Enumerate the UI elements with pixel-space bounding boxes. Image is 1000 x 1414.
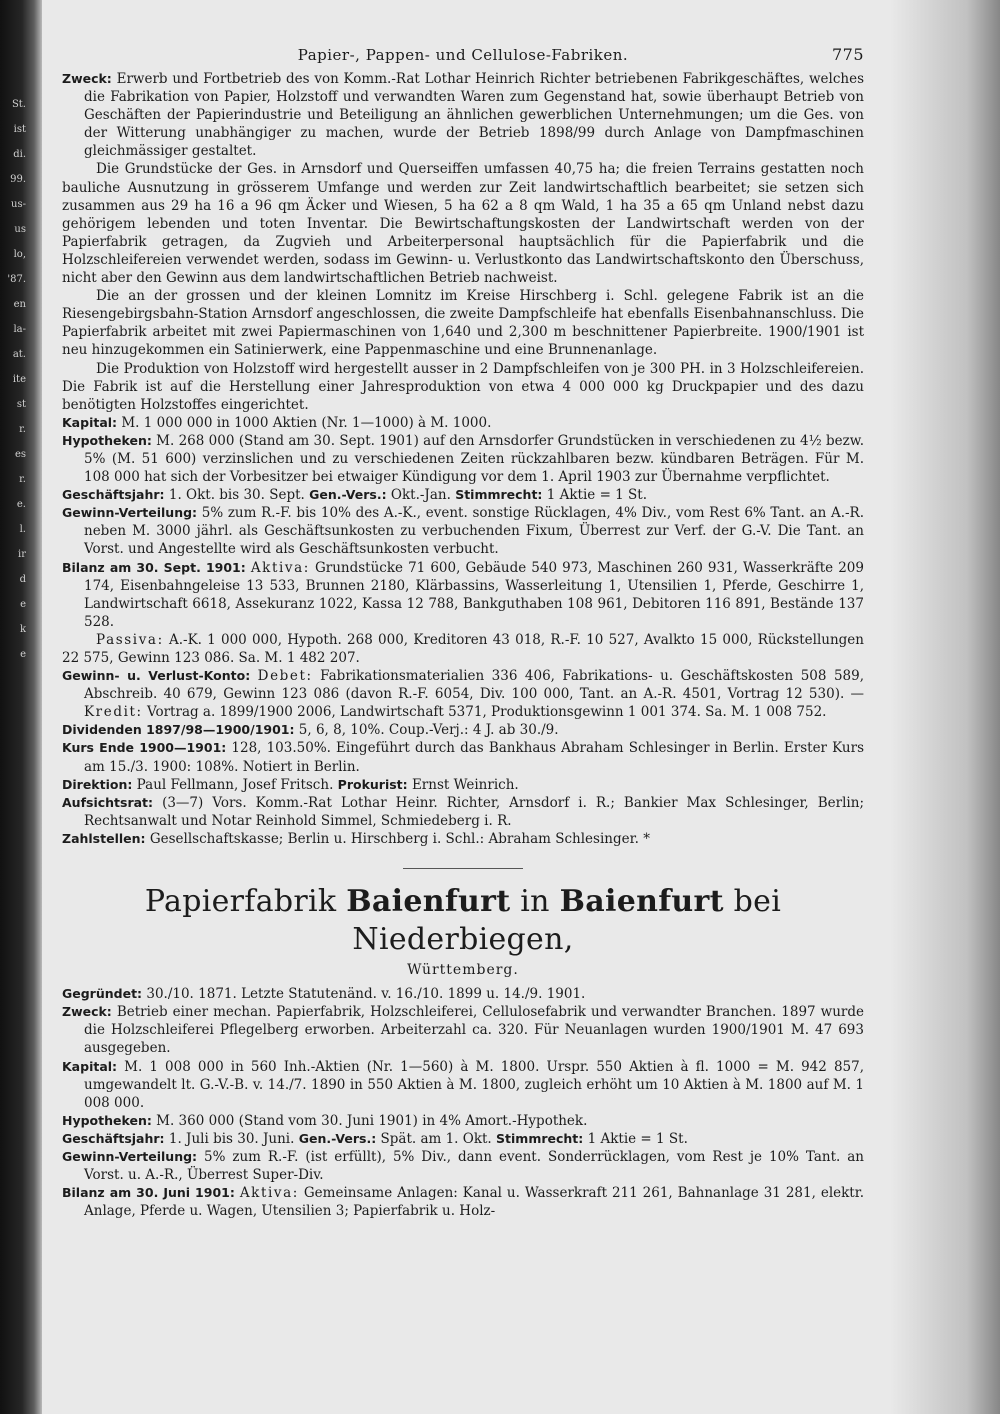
page-edge-shadow xyxy=(890,0,1000,1414)
gegruendet-label: Gegründet: xyxy=(62,986,143,1002)
fragment: us- xyxy=(11,199,26,210)
hypotheken-label: Hypotheken: xyxy=(62,1112,152,1128)
geschaeftsjahr-text: 1. Okt. bis 30. Sept. xyxy=(168,487,305,504)
stimmrecht-text: 1 Aktie = 1 St. xyxy=(546,487,648,504)
fragment: en xyxy=(13,299,26,310)
fragment: es xyxy=(14,449,26,460)
zweck-entry xyxy=(62,1003,864,1057)
genvers-label: Gen.-Vers.: xyxy=(298,1130,377,1146)
kapital-entry xyxy=(62,1058,864,1112)
hypotheken-entry xyxy=(62,1112,864,1130)
fragment: 99. xyxy=(10,174,26,185)
aktiva-label: Aktiva: xyxy=(250,559,310,576)
gewinnverteilung-label: Gewinn-Verteilung: xyxy=(62,1148,198,1164)
footnote-mark: * xyxy=(643,830,650,847)
fragment: st xyxy=(16,399,26,410)
heading-mid: in xyxy=(510,884,560,920)
gewinnverteilung-text: 5% zum R.-F. bis 10% des A.-K., event. sonstige Rücklagen, 4% Div., vom Rest 6% Tant. an A.-R. neben M. 3000 jährl. als Geschäftsunkosten zu verbuchenden Fixum, Überrest zur Verf. der G.-V. Die Tant. an Vorst. und Angestellte wird als Geschäftsunkosten verbucht. xyxy=(84,505,864,558)
guv-label: Gewinn- u. Verlust-Konto: xyxy=(62,668,251,684)
zahlstellen-label: Zahlstellen: xyxy=(62,830,146,846)
gewinnverteilung-text: 5% zum R.-F. (ist erfüllt), 5% Div., dann event. Sonderrücklagen, vom Rest je 10% Tant. an Vorst. u. A.-R., Überrest Super-Div. xyxy=(84,1148,864,1184)
page-content xyxy=(62,40,864,1220)
hypotheken-text: M. 268 000 (Stand am 30. Sept. 1901) auf den Arnsdorfer Grundstücken in verschiedenen zu 4½ bezw. 5% (M. 51 600) verzinslichen und zu verschiedenen Zeiten rückzahlbaren bezw. kündbaren Beträgen. Für M. 108 000 hat sich der Vorbesitzer bei etwaiger Kündigung vor dem 1. April 1903 zur Übernahme verpflichtet. xyxy=(84,432,864,486)
kapital-text: M. 1 000 000 in 1000 Aktien (Nr. 1—1000) à M. 1000. xyxy=(121,414,492,431)
zweck-label: Zweck: xyxy=(62,71,112,86)
section-divider xyxy=(403,868,523,869)
aufsichtsrat-entry xyxy=(62,794,864,830)
fragment: e xyxy=(20,649,26,660)
aufsichtsrat-text: (3—7) Vors. Komm.-Rat Lothar Heinr. Richter, Arnsdorf i. R.; Bankier Max Schlesinger, Berlin; Rechtsanwalt und Notar Reinhold Simmel, Schmiedeberg i. R. xyxy=(84,794,864,829)
aktiva-text: Gemeinsame Anlagen: Kanal u. Wasserkraft 211 261, Bahnanlage 31 281, elektr. Anlage, Pferde u. Wagen, Utensilien 3; Papierfabrik u. Holz- xyxy=(84,1185,864,1220)
geschaeftsjahr-label: Geschäftsjahr: xyxy=(62,487,165,503)
kredit-label: Kredit: xyxy=(84,704,143,721)
running-head xyxy=(62,40,864,70)
heading-pre: Papierfabrik xyxy=(144,884,347,920)
fragment: us xyxy=(14,224,26,235)
gegruendet-text: 30./10. 1871. Letzte Statutenänd. v. 16./10. 1899 u. 14./9. 1901. xyxy=(146,986,586,1003)
fragment: St. xyxy=(11,99,26,110)
hypotheken-entry xyxy=(62,432,864,486)
fragment: ite xyxy=(12,374,26,385)
company-entry-1 xyxy=(62,70,864,848)
fragment: k xyxy=(19,624,26,635)
prokurist-text: Ernst Weinrich. xyxy=(411,776,519,793)
kurs-label: Kurs Ende 1900—1901: xyxy=(62,740,227,756)
fragment: r. xyxy=(19,424,26,435)
zweck-text: Betrieb einer mechan. Papierfabrik, Holzschleiferei, Cellulosefabrik und verwandter Branchen. 1897 wurde die Holzschleiferei Pflegelberg erworben. Arbeiterzahl ca. 320. Für Neuanlagen wurden 1900/1901 M. 47 693 ausgegeben. xyxy=(84,1004,864,1057)
gewinnverteilung-label: Gewinn-Verteilung: xyxy=(62,505,198,521)
kurs-entry xyxy=(62,739,864,775)
geschaeftsjahr-label: Geschäftsjahr: xyxy=(62,1130,165,1146)
bilanz-label: Bilanz am 30. Sept. 1901: xyxy=(62,559,246,575)
company-heading xyxy=(62,883,864,959)
geschaeftsjahr-text: 1. Juli bis 30. Juni. xyxy=(168,1130,295,1147)
paragraph: Die Produktion von Holzstoff wird hergestellt ausser in 2 Dampfschleifen von je 300 PH. in 3 Holzschleifereien. Die Fabrik ist auf die Herstellung einer Jahresproduktion von etwa 4 000 000 kg Druckpapier und des dazu benötigten Holzstoffes eingerichtet. xyxy=(62,360,864,413)
debet-label: Debet: xyxy=(257,668,313,685)
heading-name-2: Baienfurt xyxy=(559,884,724,920)
fragment: di. xyxy=(13,149,26,160)
geschaeftsjahr-entry xyxy=(62,1130,864,1148)
bilanz-label: Bilanz am 30. Juni 1901: xyxy=(62,1185,235,1201)
kapital-text: M. 1 008 000 in 560 Inh.-Aktien (Nr. 1—560) à M. 1800. Urspr. 550 Aktien à fl. 1000 = M. 942 857, umgewandelt lt. G.-V.-B. v. 14./7. 1890 in 550 Aktien à M. 1800, zugleich erhöht um 10 Aktien à M. 1800 auf M. 1 008 000. xyxy=(84,1058,864,1111)
passiva-label: Passiva: xyxy=(96,631,164,648)
previous-page-fragments xyxy=(0,95,26,670)
paragraph: Die an der grossen und der kleinen Lomnitz im Kreise Hirschberg i. Schl. gelegene Fabrik ist an die Riesengebirgsbahn-Station Arnsdorf angeschlossen, die zweite Dampfschleife hat ebenfalls Eisenbahnanschluss. Die Papierfabrik arbeitet mit zwei Papiermaschinen von 1,640 und 2,300 m beschnittener Papierbreite. 1900/1901 ist neu hinzugekommen ein Satinierwerk, eine Pappenmaschine und eine Brunnenanlage. xyxy=(62,288,864,359)
bilanz-entry xyxy=(62,559,864,631)
fragment: lo, xyxy=(13,249,26,260)
dividenden-entry xyxy=(62,721,864,739)
genvers-text: Spät. am 1. Okt. xyxy=(380,1130,492,1147)
aktiva-label: Aktiva: xyxy=(239,1185,299,1202)
direktion-entry xyxy=(62,776,864,794)
fragment: l. xyxy=(19,524,26,535)
gegruendet-entry xyxy=(62,985,864,1003)
kapital-entry xyxy=(62,414,864,432)
kredit-text: Vortrag a. 1899/1900 2006, Landwirtschaft 5371, Produktionsgewinn 1 001 374. Sa. M. 1 008 752. xyxy=(146,704,827,721)
passiva-text: A.-K. 1 000 000, Hypoth. 268 000, Kreditoren 43 018, R.-F. 10 527, Avalkto 15 000, Rückstellungen 22 575, Gewinn 123 086. Sa. M. 1 482 207. xyxy=(62,631,864,666)
hypotheken-text: M. 360 000 (Stand vom 30. Juni 1901) in 4% Amort.-Hypothek. xyxy=(156,1112,588,1129)
heading-name-1: Baienfurt xyxy=(346,884,511,920)
gewinnverteilung-entry xyxy=(62,504,864,558)
stimmrecht-label: Stimmrecht: xyxy=(496,1130,584,1146)
kapital-label: Kapital: xyxy=(62,1058,118,1074)
fragment: '87. xyxy=(7,274,26,285)
passiva-entry xyxy=(62,631,864,667)
running-head-title: Papier-, Pappen- und Cellulose-Fabriken. xyxy=(297,46,629,64)
prokurist-label: Prokurist: xyxy=(337,776,408,792)
debet-text: Fabrikationsmaterialien 336 406, Fabrikations- u. Geschäftskosten 508 589, Abschreib. 40 679, Gewinn 123 086 (davon R.-F. 6054, Div. 100 000, Tant. an A.-R. 4501, Vortrag 12 530). — xyxy=(84,668,865,703)
fragment: ir xyxy=(18,549,26,560)
direktion-label: Direktion: xyxy=(62,776,133,792)
dividenden-label: Dividenden 1897/98—1900/1901: xyxy=(62,722,295,738)
fragment: ist xyxy=(13,124,26,135)
company-entry-2 xyxy=(62,883,864,1220)
stimmrecht-label: Stimmrecht: xyxy=(455,487,543,503)
direktion-text: Paul Fellmann, Josef Fritsch. xyxy=(136,776,334,793)
genvers-label: Gen.-Vers.: xyxy=(309,487,387,503)
heading-post: bei Niederbiegen, xyxy=(352,884,782,958)
zweck-label: Zweck: xyxy=(62,1004,112,1020)
fragment: d xyxy=(19,574,26,585)
paragraph: Die Grundstücke der Ges. in Arnsdorf und Querseiffen umfassen 40,75 ha; die freien Terrains gestatten noch bauliche Ausnutzung in grösserem Umfange und werden zur Zeit landwirtschaftlich bearbeitet; sie setzen sich zusammen aus 29 ha 16 a 96 qm Äcker und Wiesen, 5 ha 62 a 8 qm Wald, 1 ha 35 a 65 qm Unland nebst dazu gehörigem lebenden und toten Inventar. Die Bewirtschaftungskosten der Landwirtschaft werden von der Papierfabrik getragen, da Zugvieh und Arbeiterpersonal hauptsächlich für die Papierfabrik und die Holzschleifereien verwendet werden, sodass im Gewinn- u. Verlustkonto das Landwirtschaftskonto den Überschuss, nicht aber den Gewinn aus dem landwirtschaftlichen Betrieb nachweist. xyxy=(62,161,864,287)
zahlstellen-entry xyxy=(62,830,864,848)
zweck-entry xyxy=(62,70,864,160)
gewinnverteilung-entry xyxy=(62,1148,864,1184)
stimmrecht-text: 1 Aktie = 1 St. xyxy=(587,1130,688,1147)
fragment: e. xyxy=(16,499,26,510)
kapital-label: Kapital: xyxy=(62,414,118,430)
zweck-text: Erwerb und Fortbetrieb des von Komm.-Rat Lothar Heinrich Richter betriebenen Fabrikgeschäftes, welches die Fabrikation von Papier, Holzstoff und verwandten Waren zum Gegenstand hat, sowie überhaupt Betrieb von Geschäften der Papierindustrie und Beteiligung an ähnlichen gewerblichen Unternehmungen; um die Ges. von der Witterung unabhängiger zu machen, wurde der Betrieb 1898/99 durch Anlage von Dampfmaschinen gleichmässiger gestaltet. xyxy=(84,71,864,160)
aufsichtsrat-label: Aufsichtsrat: xyxy=(62,794,154,810)
guv-entry xyxy=(62,667,864,721)
genvers-text: Okt.-Jan. xyxy=(390,487,451,504)
zahlstellen-text: Gesellschaftskasse; Berlin u. Hirschberg i. Schl.: Abraham Schlesinger. xyxy=(149,830,639,847)
page-number: 775 xyxy=(831,45,864,64)
fragment: at. xyxy=(12,349,26,360)
bilanz-entry xyxy=(62,1184,864,1220)
fragment: e xyxy=(20,599,26,610)
kurs-text: 128, 103.50%. Eingeführt durch das Bankhaus Abraham Schlesinger in Berlin. Erster Kurs am 15./3. 1900: 108%. Notiert in Berlin. xyxy=(84,740,864,775)
geschaeftsjahr-entry xyxy=(62,486,864,504)
aktiva-text: Grundstücke 71 600, Gebäude 540 973, Maschinen 260 931, Wasserkräfte 209 174, Eisenbahngeleise 13 533, Brunnen 2180, Klärbassins, Wasserleitung 1, Utensilien 1, Pferde, Geschirre 1, Landwirtschaft 6618, Assekuranz 1022, Kassa 12 788, Bankguthaben 108 961, Debitoren 116 891, Bestände 137 528. xyxy=(84,559,864,630)
dividenden-text: 5, 6, 8, 10%. Coup.-Verj.: 4 J. ab 30./9. xyxy=(298,722,559,739)
hypotheken-label: Hypotheken: xyxy=(62,432,152,448)
fragment: la- xyxy=(13,324,26,335)
fragment: r. xyxy=(19,474,26,485)
company-subtitle: Württemberg. xyxy=(407,962,519,979)
